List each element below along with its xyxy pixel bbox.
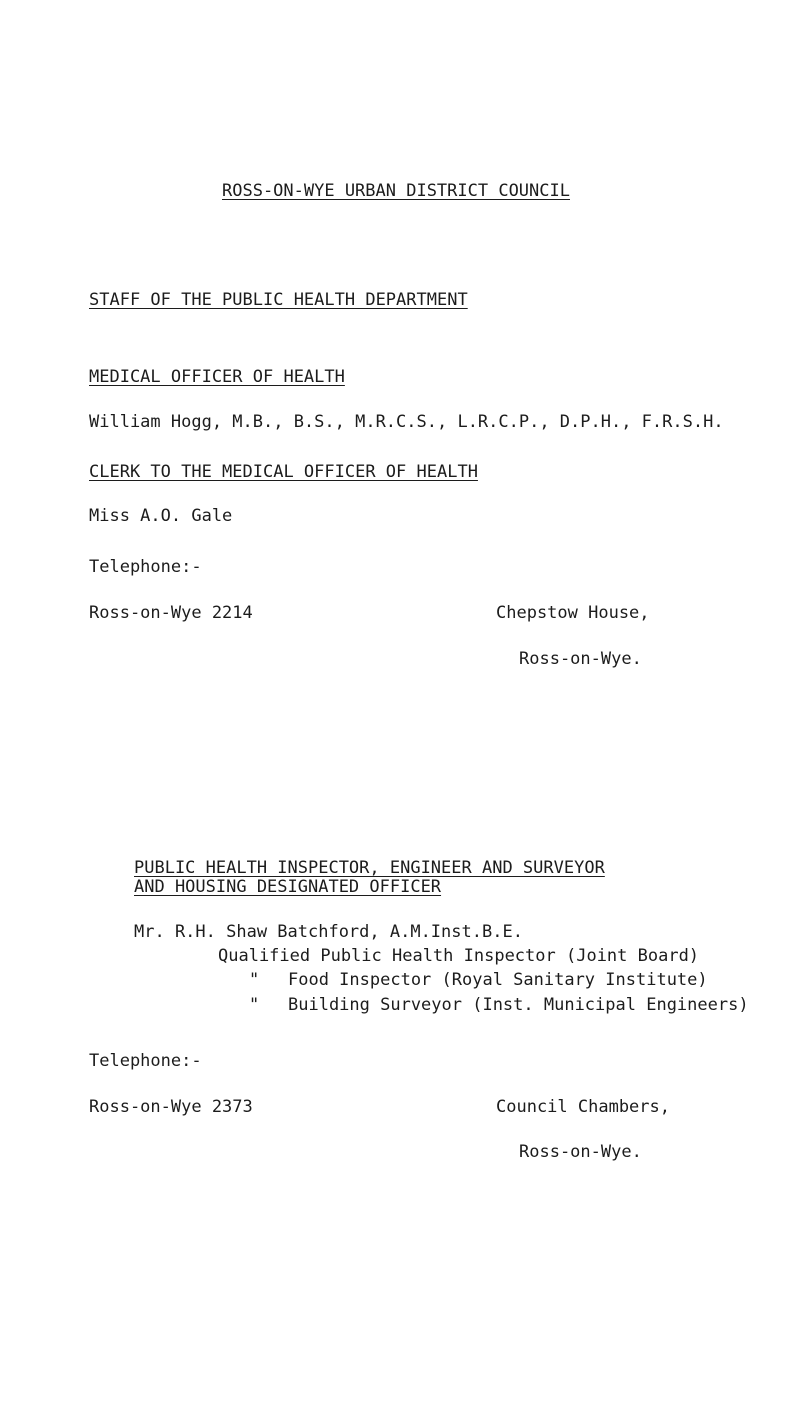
address-line-1: Council Chambers,: [496, 1097, 670, 1117]
inspector-heading-line-1: PUBLIC HEALTH INSPECTOR, ENGINEER AND SURVEYOR: [134, 858, 605, 878]
address-line-1: Chepstow House,: [496, 603, 650, 623]
telephone-label: Telephone:-: [89, 557, 202, 577]
staff-heading: STAFF OF THE PUBLIC HEALTH DEPARTMENT: [89, 290, 468, 310]
clerk-name: Miss A.O. Gale: [89, 506, 233, 526]
inspector-qualification-3: Building Surveyor (Inst. Municipal Engineers): [288, 995, 749, 1015]
address-line-2: Ross-on-Wye.: [519, 649, 642, 669]
council-title: ROSS-ON-WYE URBAN DISTRICT COUNCIL: [222, 181, 570, 201]
telephone-number: Ross-on-Wye 2214: [89, 603, 253, 623]
address-line-2: Ross-on-Wye.: [519, 1142, 642, 1162]
inspector-heading-line-2: AND HOUSING DESIGNATED OFFICER: [134, 877, 442, 897]
telephone-label: Telephone:-: [89, 1051, 202, 1071]
ditto-mark-2: ": [249, 995, 260, 1015]
telephone-number: Ross-on-Wye 2373: [89, 1097, 253, 1117]
inspector-qualification-1: Qualified Public Health Inspector (Joint Board): [218, 946, 700, 966]
inspector-qualification-2: Food Inspector (Royal Sanitary Institute): [288, 970, 708, 990]
inspector-name: Mr. R.H. Shaw Batchford, A.M.Inst.B.E.: [134, 922, 523, 942]
ditto-mark-1: ": [249, 970, 260, 990]
medical-officer-name: William Hogg, M.B., B.S., M.R.C.S., L.R.C.P., D.P.H., F.R.S.H.: [89, 412, 724, 432]
clerk-heading: CLERK TO THE MEDICAL OFFICER OF HEALTH: [89, 462, 478, 482]
medical-officer-heading: MEDICAL OFFICER OF HEALTH: [89, 367, 345, 387]
